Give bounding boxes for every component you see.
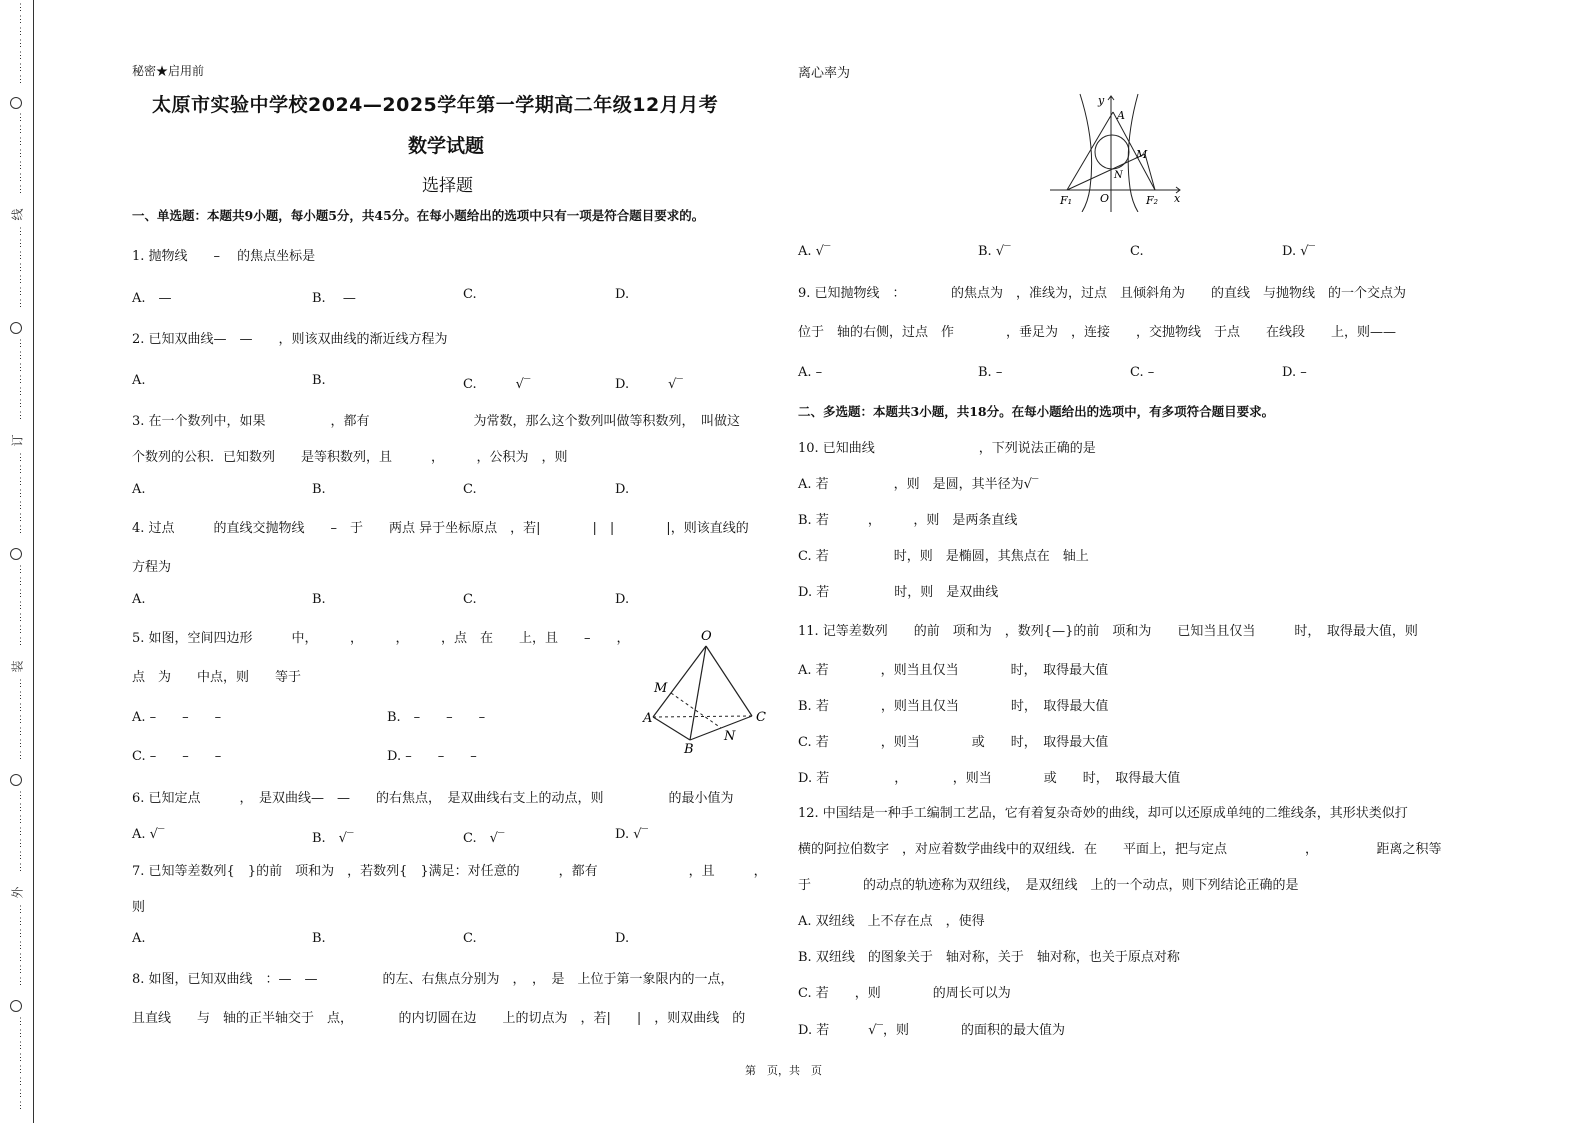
label-m: M — [1136, 148, 1148, 161]
q1-option-c[interactable]: C. — [463, 287, 477, 302]
q4-option-b[interactable]: B. — [312, 592, 326, 607]
binding-dots: ⋮ ⋮ ⋮ ⋮ ⋮ ⋮ ⋮ — [16, 339, 25, 421]
q12-option-d[interactable]: D. 若 √‾，则 的面积的最大值为 — [798, 1023, 1066, 1038]
question-7-line2: 则 — [132, 900, 146, 915]
question-5-line2: 点 为 中点，则 等于 — [132, 670, 302, 685]
q9-option-a[interactable]: A. – — [798, 365, 823, 380]
q5-option-d[interactable]: D. – – – — [387, 749, 477, 764]
q11-option-a[interactable]: A. 若 ，则当且仅当 时， 取得最大值 — [798, 663, 1109, 678]
question-3-line1: 3. 在一个数列中，如果 ，都有 为常数，那么这个数列叫做等积数列， 叫做这 — [132, 414, 741, 429]
label-n: N — [724, 729, 736, 744]
binding-circle — [10, 774, 22, 786]
question-4-line1: 4. 过点 的直线交抛物线 – 于 两点 异于坐标原点 ，若| | | |，则该直线的 — [132, 521, 749, 536]
binding-dots: ⋮ ⋮ ⋮ ⋮ ⋮ ⋮ ⋮ — [16, 565, 25, 647]
label-f1: F₁ — [1060, 194, 1073, 207]
q3-option-c[interactable]: C. — [463, 482, 477, 497]
question-4-line2: 方程为 — [132, 560, 172, 575]
label-y: y — [1098, 94, 1105, 107]
q8-option-d[interactable]: D. √‾ — [1282, 244, 1316, 259]
binding-dots: ⋮ ⋮ ⋮ ⋮ ⋮ ⋮ ⋮ — [16, 791, 25, 873]
q1-option-b[interactable]: B. — — [312, 291, 356, 306]
question-1: 1. 抛物线 – 的焦点坐标是 — [132, 249, 316, 264]
question-9-line1: 9. 已知抛物线 ： 的焦点为 ，准线为，过点 且倾斜角为 的直线 与抛物线 的一个交点为 — [798, 286, 1407, 301]
question-2: 2. 已知双曲线— — ，则该双曲线的渐近线方程为 — [132, 332, 448, 347]
exam-title: 太原市实验中学校2024—2025学年第一学期高二年级12月月考 — [152, 94, 719, 116]
question-3-line2: 个数列的公积．已知数列 是等积数列，且 ， ，公积为 ，则 — [132, 450, 568, 465]
incircle — [1095, 135, 1129, 169]
binding-margin — [0, 0, 34, 1123]
binding-dots: ⋮ ⋮ ⋮ ⋮ ⋮ ⋮ ⋮ — [16, 905, 25, 987]
q4-option-c[interactable]: C. — [463, 592, 477, 607]
line-f1a — [1067, 112, 1113, 190]
secret-label: 秘密★启用前 — [132, 64, 205, 78]
left-branch — [1080, 94, 1092, 212]
q8-option-a[interactable]: A. √‾ — [798, 244, 831, 259]
edge-ac-hidden — [653, 716, 752, 717]
line-f1m — [1067, 154, 1145, 190]
label-a: A — [643, 711, 653, 726]
q3-option-d[interactable]: D. — [615, 482, 630, 497]
question-12-line3: 于 的动点的轨迹称为双纽线， 是双纽线 上的一个动点，则下列结论正确的是 — [798, 878, 1299, 893]
label-m: M — [654, 681, 668, 696]
q6-option-b[interactable]: B. √‾ — [312, 831, 354, 846]
binding-label-zhuang: 装 — [10, 660, 25, 673]
q5-option-b[interactable]: B. – – – — [387, 710, 486, 725]
binding-dots: ⋮ ⋮ ⋮ ⋮ ⋮ ⋮ ⋮ — [16, 113, 25, 195]
binding-dots: ⋮ ⋮ ⋮ ⋮ ⋮ ⋮ ⋮ — [16, 679, 25, 761]
section-title: 选择题 — [422, 176, 473, 196]
binding-dots: ⋮ ⋮ ⋮ ⋮ ⋮ ⋮ ⋮ — [16, 227, 25, 309]
question-8-line1: 8. 如图，已知双曲线 ：— — 的左、右焦点分别为 ， ， 是 上位于第一象限内的一点， — [132, 972, 734, 987]
question-8-line2: 且直线 与 轴的正半轴交于 点， 的内切圆在边 上的切点为 ，若| | ，则双曲线 的 — [132, 1011, 746, 1026]
edge-ob — [690, 646, 706, 740]
edge-oc — [706, 646, 752, 716]
q9-option-b[interactable]: B. – — [978, 365, 1003, 380]
binding-label-ding: 订 — [10, 434, 25, 447]
question-12-line1: 12. 中国结是一种手工编制工艺品，它有着复杂奇妙的曲线，却可以还原成单纯的二维线条，其形状类似打 — [798, 806, 1408, 821]
q9-option-c[interactable]: C. – — [1130, 365, 1155, 380]
q9-option-d[interactable]: D. – — [1282, 365, 1307, 380]
q7-option-d[interactable]: D. — [615, 931, 630, 946]
question-10: 10. 已知曲线 ，下列说法正确的是 — [798, 441, 1096, 456]
binding-dots: ⋮ ⋮ ⋮ ⋮ ⋮ ⋮ ⋮ ⋮ — [16, 1017, 25, 1111]
q12-option-b[interactable]: B. 双纽线 的图象关于 轴对称，关于 轴对称，也关于原点对称 — [798, 950, 1180, 965]
binding-label-xian: 线 — [10, 208, 25, 221]
q1-option-a[interactable]: A. — — [132, 291, 172, 306]
label-x: x — [1174, 192, 1181, 205]
q8-option-c[interactable]: C. — [1130, 244, 1144, 259]
q3-option-b[interactable]: B. — [312, 482, 326, 497]
q7-option-b[interactable]: B. — [312, 931, 326, 946]
label-c: C — [756, 710, 766, 725]
q10-option-b[interactable]: B. 若 ， ，则 是两条直线 — [798, 513, 1018, 528]
q8-option-b[interactable]: B. √‾ — [978, 244, 1011, 259]
q6-option-c[interactable]: C. √‾ — [463, 831, 505, 846]
q2-option-c[interactable]: C. √‾ — [463, 377, 531, 392]
q5-option-c[interactable]: C. – – – — [132, 749, 222, 764]
q12-option-a[interactable]: A. 双纽线 上不存在点 ，使得 — [798, 914, 985, 929]
label-origin: O — [1100, 192, 1110, 205]
edge-ab — [653, 717, 690, 740]
question-7-line1: 7. 已知等差数列{ }的前 项和为 ，若数列{ }满足：对任意的 ，都有 ，且 ， — [132, 864, 767, 879]
q2-option-b[interactable]: B. — [312, 373, 326, 388]
label-a: A — [1117, 109, 1125, 122]
q3-option-a[interactable]: A. — [132, 482, 146, 497]
question-11: 11. 记等差数列 的前 项和为 ，数列{—}的前 项和为 已知当且仅当 时， 取得最大值，则 — [798, 624, 1418, 639]
label-f2: F₂ — [1146, 194, 1159, 207]
q11-option-d[interactable]: D. 若 ， ，则当 或 时， 取得最大值 — [798, 771, 1181, 786]
binding-circle — [10, 322, 22, 334]
page-footer: 第 页，共 页 — [745, 1064, 822, 1077]
label-n: N — [1114, 170, 1123, 181]
tetrahedron-figure — [640, 624, 770, 759]
question-8-line3: 离心率为 — [798, 66, 851, 81]
q1-option-d[interactable]: D. — [615, 287, 630, 302]
binding-dots: ⋮ ⋮ ⋮ ⋮ ⋮ ⋮ ⋮ — [16, 453, 25, 535]
question-6: 6. 已知定点 ， 是双曲线— — 的右焦点， 是双曲线右支上的动点，则 的最小值为 — [132, 791, 734, 806]
binding-label-wai: 外 — [10, 886, 25, 899]
segment-mn-hidden — [671, 693, 721, 728]
q11-option-c[interactable]: C. 若 ，则当 或 时， 取得最大值 — [798, 735, 1109, 750]
part1-heading: 一、单选题：本题共9小题，每小题5分，共45分。在每小题给出的选项中只有一项是符合题目要求的。 — [132, 208, 705, 223]
q11-option-b[interactable]: B. 若 ，则当且仅当 时， 取得最大值 — [798, 699, 1109, 714]
q6-option-d[interactable]: D. √‾ — [615, 827, 649, 842]
q10-option-a[interactable]: A. 若 ，则 是圆，其半径为√‾ — [798, 477, 1039, 492]
q10-option-d[interactable]: D. 若 时，则 是双曲线 — [798, 585, 999, 600]
q12-option-c[interactable]: C. 若 ，则 的周长可以为 — [798, 986, 1011, 1001]
q4-option-a[interactable]: A. — [132, 592, 146, 607]
hyperbola-figure — [1050, 92, 1185, 212]
q7-option-a[interactable]: A. — [132, 931, 146, 946]
q5-option-a[interactable]: A. – – – — [132, 710, 222, 725]
q2-option-a[interactable]: A. — [132, 373, 146, 388]
exam-subtitle: 数学试题 — [408, 135, 485, 157]
label-o: O — [701, 629, 712, 644]
question-9-line2: 位于 轴的右侧，过点 作 ，垂足为 ，连接 ，交抛物线 于点 在线段 上，则—— — [798, 325, 1397, 340]
q2-option-d[interactable]: D. √‾ — [615, 377, 683, 392]
label-b: B — [684, 742, 694, 757]
binding-circle — [10, 97, 22, 109]
q10-option-c[interactable]: C. 若 时，则 是椭圆，其焦点在 轴上 — [798, 549, 1089, 564]
q6-option-a[interactable]: A. √‾ — [132, 827, 165, 842]
part2-heading: 二、多选题：本题共3小题，共18分。在每小题给出的选项中，有多项符合题目要求。 — [798, 404, 1275, 419]
binding-circle — [10, 1000, 22, 1012]
q7-option-c[interactable]: C. — [463, 931, 477, 946]
binding-dots: ⋮ ⋮ ⋮ ⋮ ⋮ ⋮ ⋮ — [16, 3, 25, 85]
binding-circle — [10, 548, 22, 560]
question-5-line1: 5. 如图，空间四边形 中， ， ， ，点 在 上，且 – ， — [132, 631, 630, 646]
question-12-line2: 横的阿拉伯数字 ，对应着数学曲线中的双纽线．在 平面上，把与定点 ， 距离之积等 — [798, 842, 1442, 857]
q4-option-d[interactable]: D. — [615, 592, 630, 607]
